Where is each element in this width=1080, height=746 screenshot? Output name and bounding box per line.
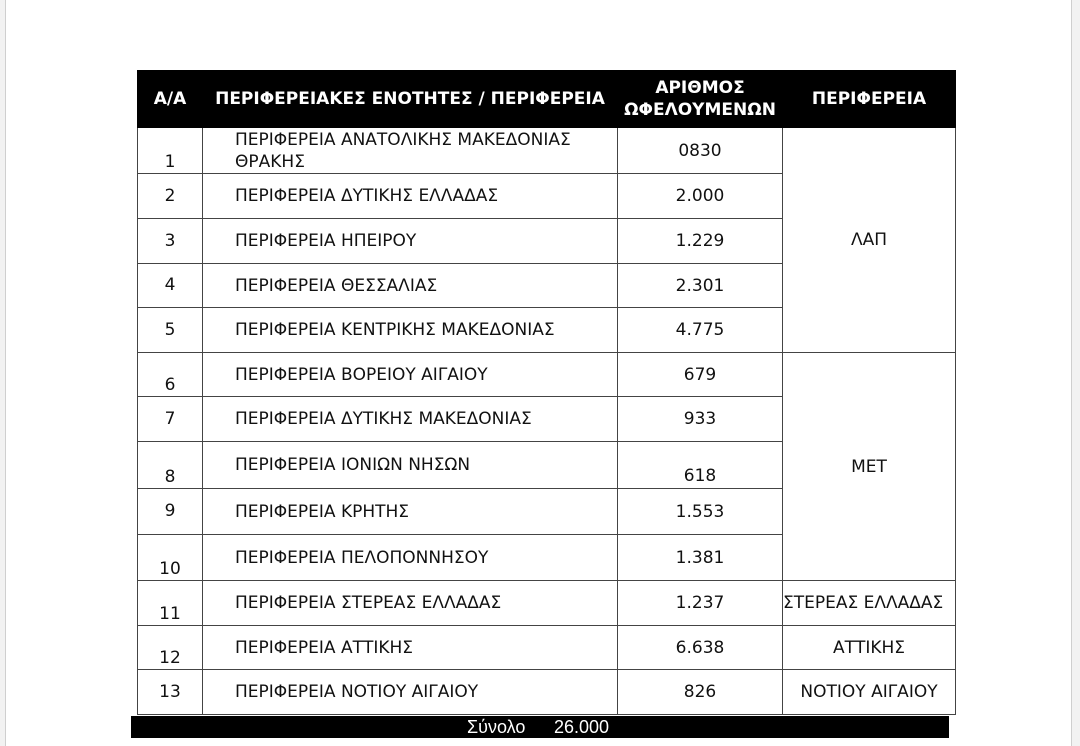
row-value: 679 [618, 353, 783, 397]
row-unit-name: ΠΕΡΙΦΕΡΕΙΑ ΔΥΤΙΚΗΣ ΕΛΛΑΔΑΣ [203, 174, 618, 219]
row-value: 933 [618, 397, 783, 442]
region-lap: ΛΑΠ [783, 128, 956, 353]
row-number: 8 [138, 442, 203, 489]
row-value: 1.229 [618, 219, 783, 264]
header-row [138, 71, 956, 128]
row-number: 2 [138, 174, 203, 219]
row-value: 1.237 [618, 581, 783, 626]
region-attiki: ΑΤΤΙΚΗΣ [783, 626, 956, 670]
row-value: 0830 [618, 128, 783, 174]
row-number: 12 [138, 626, 203, 670]
row-number: 4 [138, 264, 203, 308]
row-value: 1.381 [618, 535, 783, 581]
table-row [138, 670, 956, 715]
header-aa: Α/Α [138, 71, 203, 128]
row-unit-name: ΠΕΡΙΦΕΡΕΙΑ ΑΝΑΤΟΛΙΚΗΣ ΜΑΚΕΔΟΝΙΑΣ ΘΡΑΚΗΣ [203, 128, 618, 174]
row-value: 1.553 [618, 489, 783, 535]
row-value: 2.301 [618, 264, 783, 308]
header-units: ΠΕΡΙΦΕΡΕΙΑΚΕΣ ΕΝΟΤΗΤΕΣ / ΠΕΡΙΦΕΡΕΙΑ [203, 71, 618, 128]
row-number: 13 [138, 670, 203, 715]
row-value: 2.000 [618, 174, 783, 219]
row-unit-name: ΠΕΡΙΦΕΡΕΙΑ ΑΤΤΙΚΗΣ [203, 626, 618, 670]
row-unit-name: ΠΕΡΙΦΕΡΕΙΑ ΗΠΕΙΡΟΥ [203, 219, 618, 264]
row-number: 7 [138, 397, 203, 442]
region-sterea: ΣΤΕΡΕΑΣ ΕΛΛΑΔΑΣ [783, 581, 956, 626]
total-label: Σύνολο [467, 717, 526, 737]
row-number: 9 [138, 489, 203, 535]
table-row [138, 353, 956, 397]
row-unit-name: ΠΕΡΙΦΕΡΕΙΑ ΘΕΣΣΑΛΙΑΣ [203, 264, 618, 308]
row-value: 826 [618, 670, 783, 715]
row-value: 6.638 [618, 626, 783, 670]
row-number: 3 [138, 219, 203, 264]
row-number: 1 [138, 128, 203, 174]
row-unit-name: ΠΕΡΙΦΕΡΕΙΑ ΙΟΝΙΩΝ ΝΗΣΩΝ [203, 442, 618, 489]
document-page [6, 0, 1071, 746]
row-number: 11 [138, 581, 203, 626]
row-unit-name: ΠΕΡΙΦΕΡΕΙΑ ΠΕΛΟΠΟΝΝΗΣΟΥ [203, 535, 618, 581]
row-value: 4.775 [618, 308, 783, 353]
row-number: 10 [138, 535, 203, 581]
row-number: 6 [138, 353, 203, 397]
table-row [138, 128, 956, 174]
row-unit-name: ΠΕΡΙΦΕΡΕΙΑ ΒΟΡΕΙΟΥ ΑΙΓΑΙΟΥ [203, 353, 618, 397]
total-bar [131, 716, 949, 738]
row-value: 618 [618, 442, 783, 489]
row-unit-name: ΠΕΡΙΦΕΡΕΙΑ ΚΕΝΤΡΙΚΗΣ ΜΑΚΕΔΟΝΙΑΣ [203, 308, 618, 353]
header-region: ΠΕΡΙΦΕΡΕΙΑ [783, 71, 956, 128]
table-row [138, 626, 956, 670]
header-beneficiaries: ΑΡΙΘΜΟΣ ΩΦΕΛΟΥΜΕΝΩΝ [618, 71, 783, 128]
row-number: 5 [138, 308, 203, 353]
table-row [138, 581, 956, 626]
row-unit-name: ΠΕΡΙΦΕΡΕΙΑ ΔΥΤΙΚΗΣ ΜΑΚΕΔΟΝΙΑΣ [203, 397, 618, 442]
region-met: ΜΕΤ [783, 353, 956, 581]
row-unit-name: ΠΕΡΙΦΕΡΕΙΑ ΚΡΗΤΗΣ [203, 489, 618, 535]
beneficiaries-table [137, 70, 956, 715]
row-unit-name: ΠΕΡΙΦΕΡΕΙΑ ΣΤΕΡΕΑΣ ΕΛΛΑΔΑΣ [203, 581, 618, 626]
total-value: 26.000 [554, 717, 610, 737]
row-unit-name: ΠΕΡΙΦΕΡΕΙΑ ΝΟΤΙΟΥ ΑΙΓΑΙΟΥ [203, 670, 618, 715]
region-notiou: ΝΟΤΙΟΥ ΑΙΓΑΙΟΥ [783, 670, 956, 715]
